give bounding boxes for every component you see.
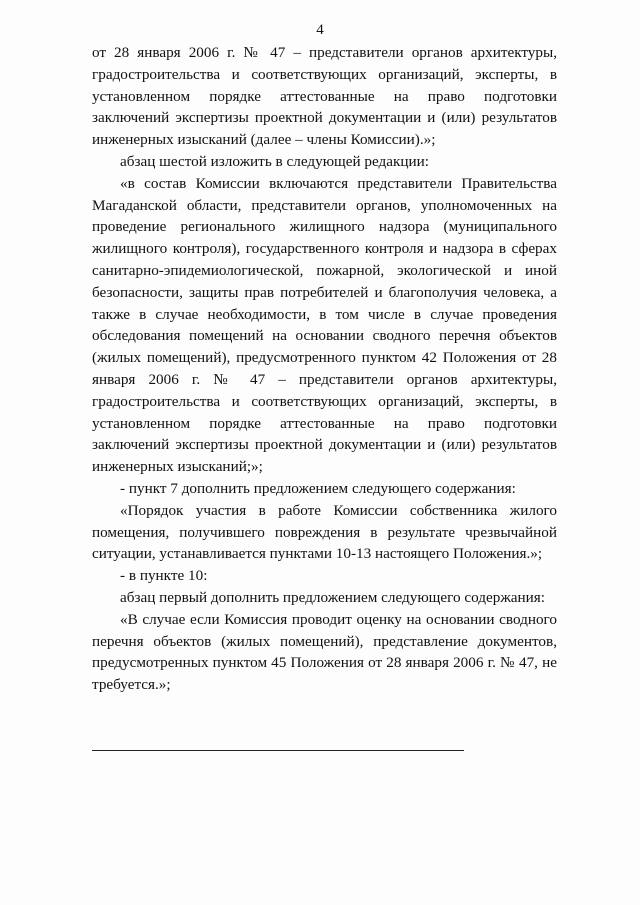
paragraph-first-abzac-intro: абзац первый дополнить предложением следующего содержания: [120,588,546,606]
paragraph-amendment-intro: абзац шестой изложить в следующей редакции: [120,152,429,170]
paragraph-item10-intro: - в пункте 10: [120,567,208,585]
paragraph-documents-not-required: «В случае если Комиссия проводит оценку на основании сводного перечня объектов (жилых помещений), представление документов, предусмотренных пунктом 45 Положения от 28 января 2006 г. № 47, не требуется.»; [92,610,557,694]
paragraph-item7-intro: - пункт 7 дополнить предложением следующего содержания: [120,479,516,497]
page-number: 4 [316,22,324,38]
document-body [92,42,557,696]
bottom-divider-line [92,750,464,751]
paragraph-participation-order: «Порядок участия в работе Комиссии собственника жилого помещения, получившего повреждения в результате чрезвычайной ситуации, устанавливается пунктами 10-13 настоящего Положения.»; [92,501,557,563]
paragraph-commission-composition: «в состав Комиссии включаются представители Правительства Магаданской области, представители органов, уполномоченных на проведение регионального жилищного надзора (муниципального жилищного контроля), государственного контроля и надзора в сферах санитарно-эпидемиологической, пожарной, экологической и иной безопасности, защиты прав потребителей и благополучия человека, а также в случае необходимости, в том числе в случае проведения обследования помещений на основании сводного перечня объектов (жилых помещений), предусмотренного пунктом 42 Положения от 28 января 2006 г. № 47 – представители органов архитектуры, градостроительства и соответствующих организаций, эксперты, в установленном порядке аттестованные на право подготовки заключений экспертизы проектной документации и (или) результатов инженерных изысканий;»; [92,174,557,476]
paragraph-continuation: от 28 января 2006 г. № 47 – представители органов архитектуры, градостроительства и соответствующих организаций, эксперты, в установленном порядке аттестованные на право подготовки заключений экспертизы проектной документации и (или) результатов инженерных изысканий (далее – члены Комиссии).»; [92,44,557,149]
